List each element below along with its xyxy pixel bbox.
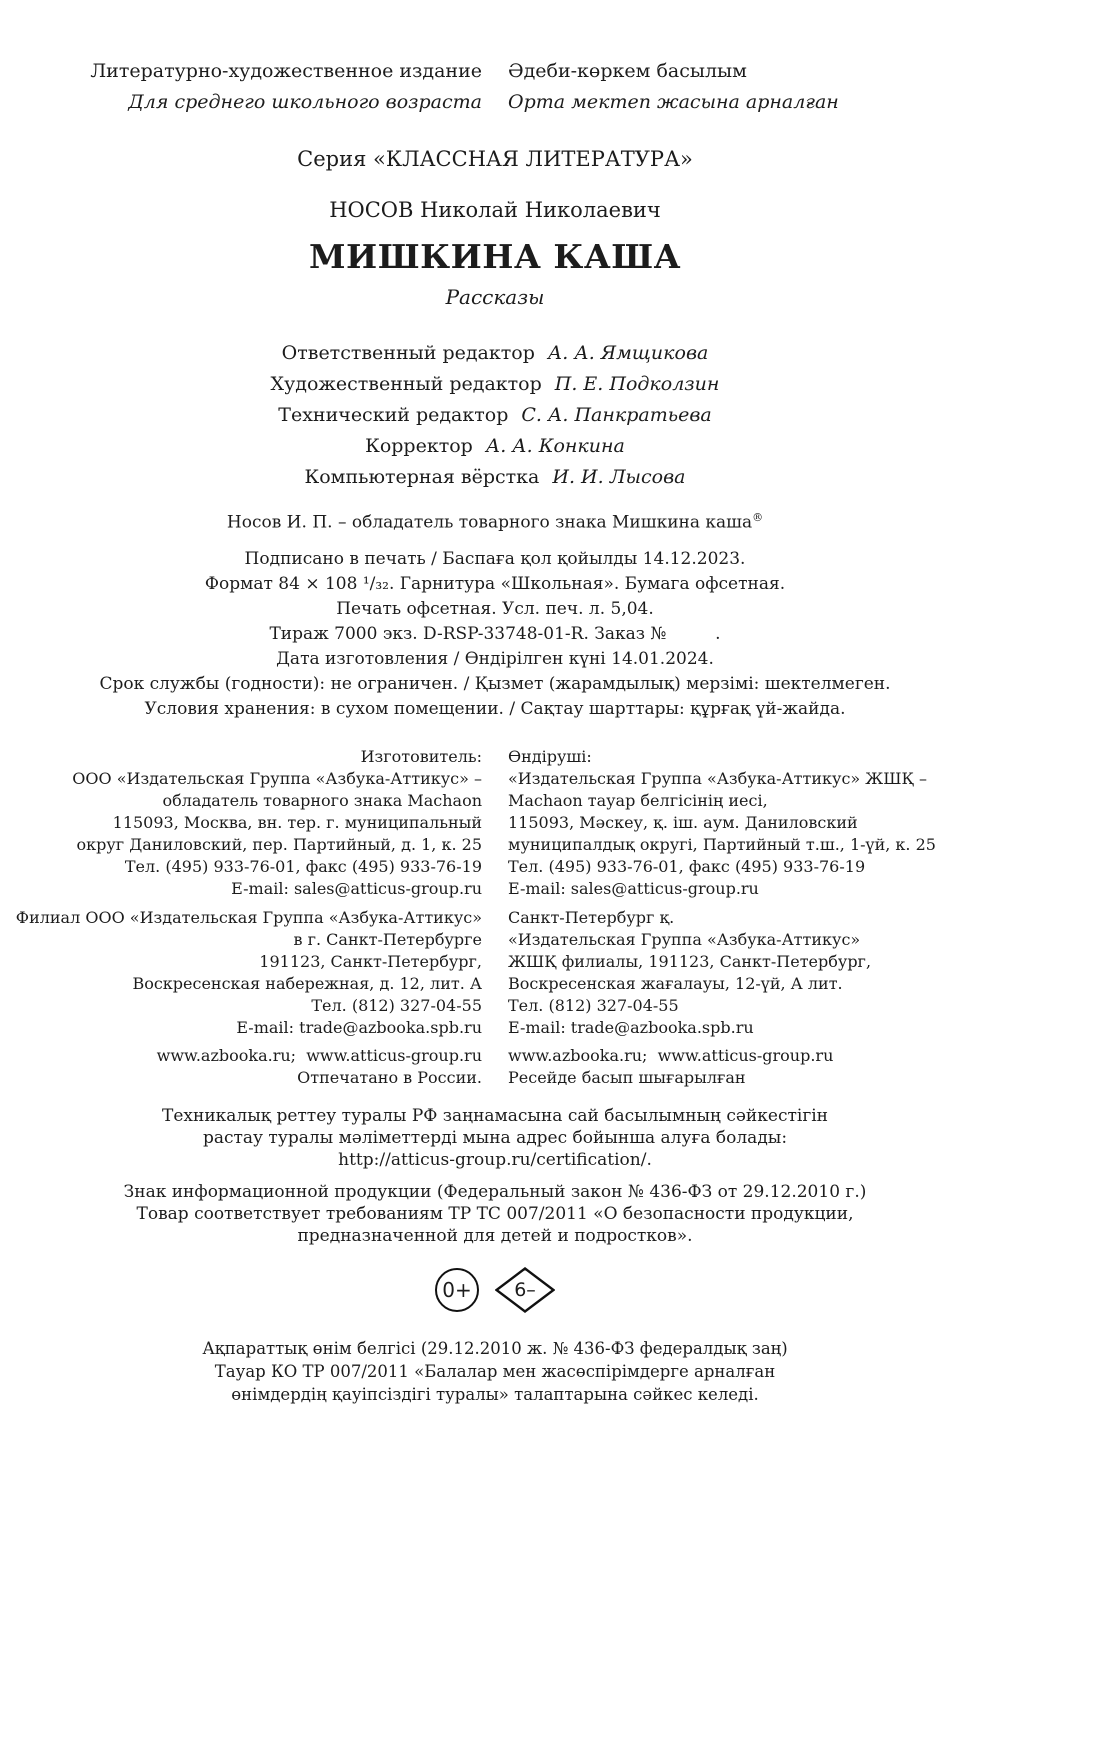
staff-person: А. А. Ямщикова: [547, 342, 709, 364]
address-line: Тел. (495) 933-76-01, факс (495) 933-76-19: [508, 856, 866, 876]
imprint-line: Тираж 7000 экз. D-RSP-33748-01-R. Заказ № .: [269, 623, 721, 644]
manufacturer-ru: [0, 746, 482, 900]
registered-trademark-icon: ®: [752, 511, 764, 524]
staff-row: [0, 400, 990, 431]
age-rating-6minus-icon: [495, 1267, 555, 1313]
staff-list: [0, 338, 990, 493]
kz-law-notice: [0, 1337, 990, 1406]
address-line: Machaon тауар белгісінің иесі,: [508, 790, 768, 810]
address-line: «Издательская Группа «Азбука-Аттикус»: [508, 929, 861, 949]
staff-person: П. Е. Подколзин: [554, 373, 720, 395]
series-title: Серия «КЛАССНАЯ ЛИТЕРАТУРА»: [297, 147, 693, 171]
branch-block: [0, 907, 990, 1039]
kz-law-line: Ақпараттық өнім белгісі (29.12.2010 ж. № 436-ФЗ федералдық заң): [202, 1338, 788, 1358]
manufacturer-kz: [508, 746, 990, 900]
imprint-line: Условия хранения: в сухом помещении. / Сақтау шарттары: құрғақ үй-жайда.: [144, 698, 846, 719]
address-line: «Издательская Группа «Азбука-Аттикус» ЖШҚ –: [508, 768, 927, 788]
branch-kz: [508, 907, 990, 1039]
manufacturer-email-ru: E-mail: sales@atticus-group.ru: [231, 878, 482, 898]
printed-in-kz: Ресейде басып шығарылған: [508, 1067, 746, 1087]
staff-row: [0, 369, 990, 400]
kz-law-line: өнімдердің қауіпсіздігі туралы» талаптарына сәйкес келеді.: [231, 1384, 759, 1404]
age-rating-marks: [0, 1267, 990, 1313]
address-line: ЖШҚ филиалы, 191123, Санкт-Петербург,: [508, 951, 872, 971]
staff-role: Технический редактор: [278, 404, 509, 426]
author-name: НОСОВ Николай Николаевич: [329, 198, 661, 222]
colophon-content: [0, 56, 990, 1406]
edition-header-kz: [508, 56, 990, 118]
imprint-line: Печать офсетная. Усл. печ. л. 5,04.: [336, 598, 654, 619]
info-sign-line: Знак информационной продукции (Федеральный закон № 436-ФЗ от 29.12.2010 г.): [123, 1181, 867, 1202]
book-title: МИШКИНА КАША: [309, 237, 681, 276]
address-line: ООО «Издательская Группа «Азбука-Аттикус» –: [72, 768, 482, 788]
staff-row: [0, 431, 990, 462]
edition-type-kz: Әдеби-көркем басылым: [508, 60, 747, 82]
staff-person: А. А. Конкина: [485, 435, 625, 457]
age-rating-6minus-label: 6–: [514, 1278, 536, 1301]
address-line: округ Даниловский, пер. Партийный, д. 1, к. 25: [76, 834, 482, 854]
edition-audience-kz: Орта мектеп жасына арналған: [508, 91, 839, 113]
printed-in-ru: Отпечатано в России.: [297, 1067, 482, 1087]
age-rating-0plus-label: 0+: [442, 1277, 472, 1302]
address-line: 115093, Москва, вн. тер. г. муниципальный: [112, 812, 482, 832]
imprint-line: Срок службы (годности): не ограничен. / Қызмет (жарамдылық) мерзімі: шектелмеген.: [99, 673, 891, 694]
imprint-line: Дата изготовления / Өндірілген күні 14.01.2024.: [276, 648, 714, 669]
branch-email-ru: E-mail: trade@azbooka.spb.ru: [236, 1017, 482, 1037]
certification-notice: [0, 1105, 990, 1171]
address-line: Тел. (495) 933-76-01, факс (495) 933-76-19: [124, 856, 482, 876]
branch-email-kz: E-mail: trade@azbooka.spb.ru: [508, 1017, 754, 1037]
staff-role: Компьютерная вёрстка: [304, 466, 540, 488]
certification-line: Техникалық реттеу туралы РФ заңнамасына сай басылымның сәйкестігін: [162, 1105, 828, 1126]
trademark-text: Носов И. П. – обладатель товарного знака Мишкина каша: [226, 512, 753, 533]
manufacturer-block: [0, 746, 990, 900]
kz-law-line: Тауар КО ТР 007/2011 «Балалар мен жасөспірімдерге арналған: [214, 1361, 776, 1381]
staff-row: [0, 338, 990, 369]
info-product-sign-notice: [0, 1181, 990, 1247]
info-sign-line: предназначенной для детей и подростков».: [297, 1225, 693, 1246]
address-line: в г. Санкт-Петербурге: [293, 929, 482, 949]
staff-row: [0, 462, 990, 493]
address-line: обладатель товарного знака Machaon: [162, 790, 482, 810]
staff-role: Ответственный редактор: [281, 342, 535, 364]
edition-header: [0, 56, 990, 118]
manufacturer-email-kz: E-mail: sales@atticus-group.ru: [508, 878, 759, 898]
certification-url: http://atticus-group.ru/certification/.: [338, 1149, 652, 1170]
address-line: Воскресенская набережная, д. 12, лит. А: [132, 973, 482, 993]
address-line: муниципалдық округі, Партийный т.ш., 1-үй, к. 25: [508, 834, 936, 854]
info-sign-line: Товар соответствует требованиям ТР ТС 007/2011 «О безопасности продукции,: [136, 1203, 854, 1224]
address-line: Тел. (812) 327-04-55: [508, 995, 679, 1015]
website-urls: www.azbooka.ru; www.atticus-group.ru: [156, 1045, 482, 1065]
certification-line: растау туралы мәліметтерді мына адрес бойынша алуға болады:: [202, 1127, 788, 1148]
address-line: Воскресенская жағалауы, 12-үй, А лит.: [508, 973, 843, 993]
imprint-line: Формат 84 × 108 ¹/₃₂. Гарнитура «Школьная». Бумага офсетная.: [204, 573, 786, 594]
staff-role: Художественный редактор: [270, 373, 542, 395]
edition-audience-ru: Для среднего школьного возраста: [128, 91, 482, 113]
website-urls: www.azbooka.ru; www.atticus-group.ru: [508, 1045, 834, 1065]
address-line: Санкт-Петербург қ.: [508, 907, 675, 927]
age-rating-0plus-icon: [435, 1268, 479, 1312]
trademark-notice: [0, 505, 990, 536]
address-line: 191123, Санкт-Петербург,: [259, 951, 482, 971]
websites-ru: [0, 1045, 482, 1089]
address-line: Өндіруші:: [508, 746, 592, 766]
imprint-line: Подписано в печать / Баспаға қол қойылды 14.12.2023.: [244, 548, 746, 569]
staff-person: И. И. Лысова: [552, 466, 686, 488]
edition-type-ru: Литературно-художественное издание: [90, 60, 482, 82]
address-line: Изготовитель:: [360, 746, 482, 766]
staff-person: С. А. Панкратьева: [521, 404, 712, 426]
websites-block: [0, 1045, 990, 1089]
branch-ru: [0, 907, 482, 1039]
edition-header-ru: [0, 56, 482, 118]
websites-kz: [508, 1045, 990, 1089]
imprint-block: [0, 547, 990, 722]
book-subtitle: Рассказы: [445, 285, 545, 309]
address-line: Филиал ООО «Издательская Группа «Азбука-Аттикус»: [15, 907, 482, 927]
address-line: 115093, Мәскеу, қ. іш. аум. Даниловский: [508, 812, 858, 832]
address-line: Тел. (812) 327-04-55: [311, 995, 482, 1015]
staff-role: Корректор: [365, 435, 473, 457]
